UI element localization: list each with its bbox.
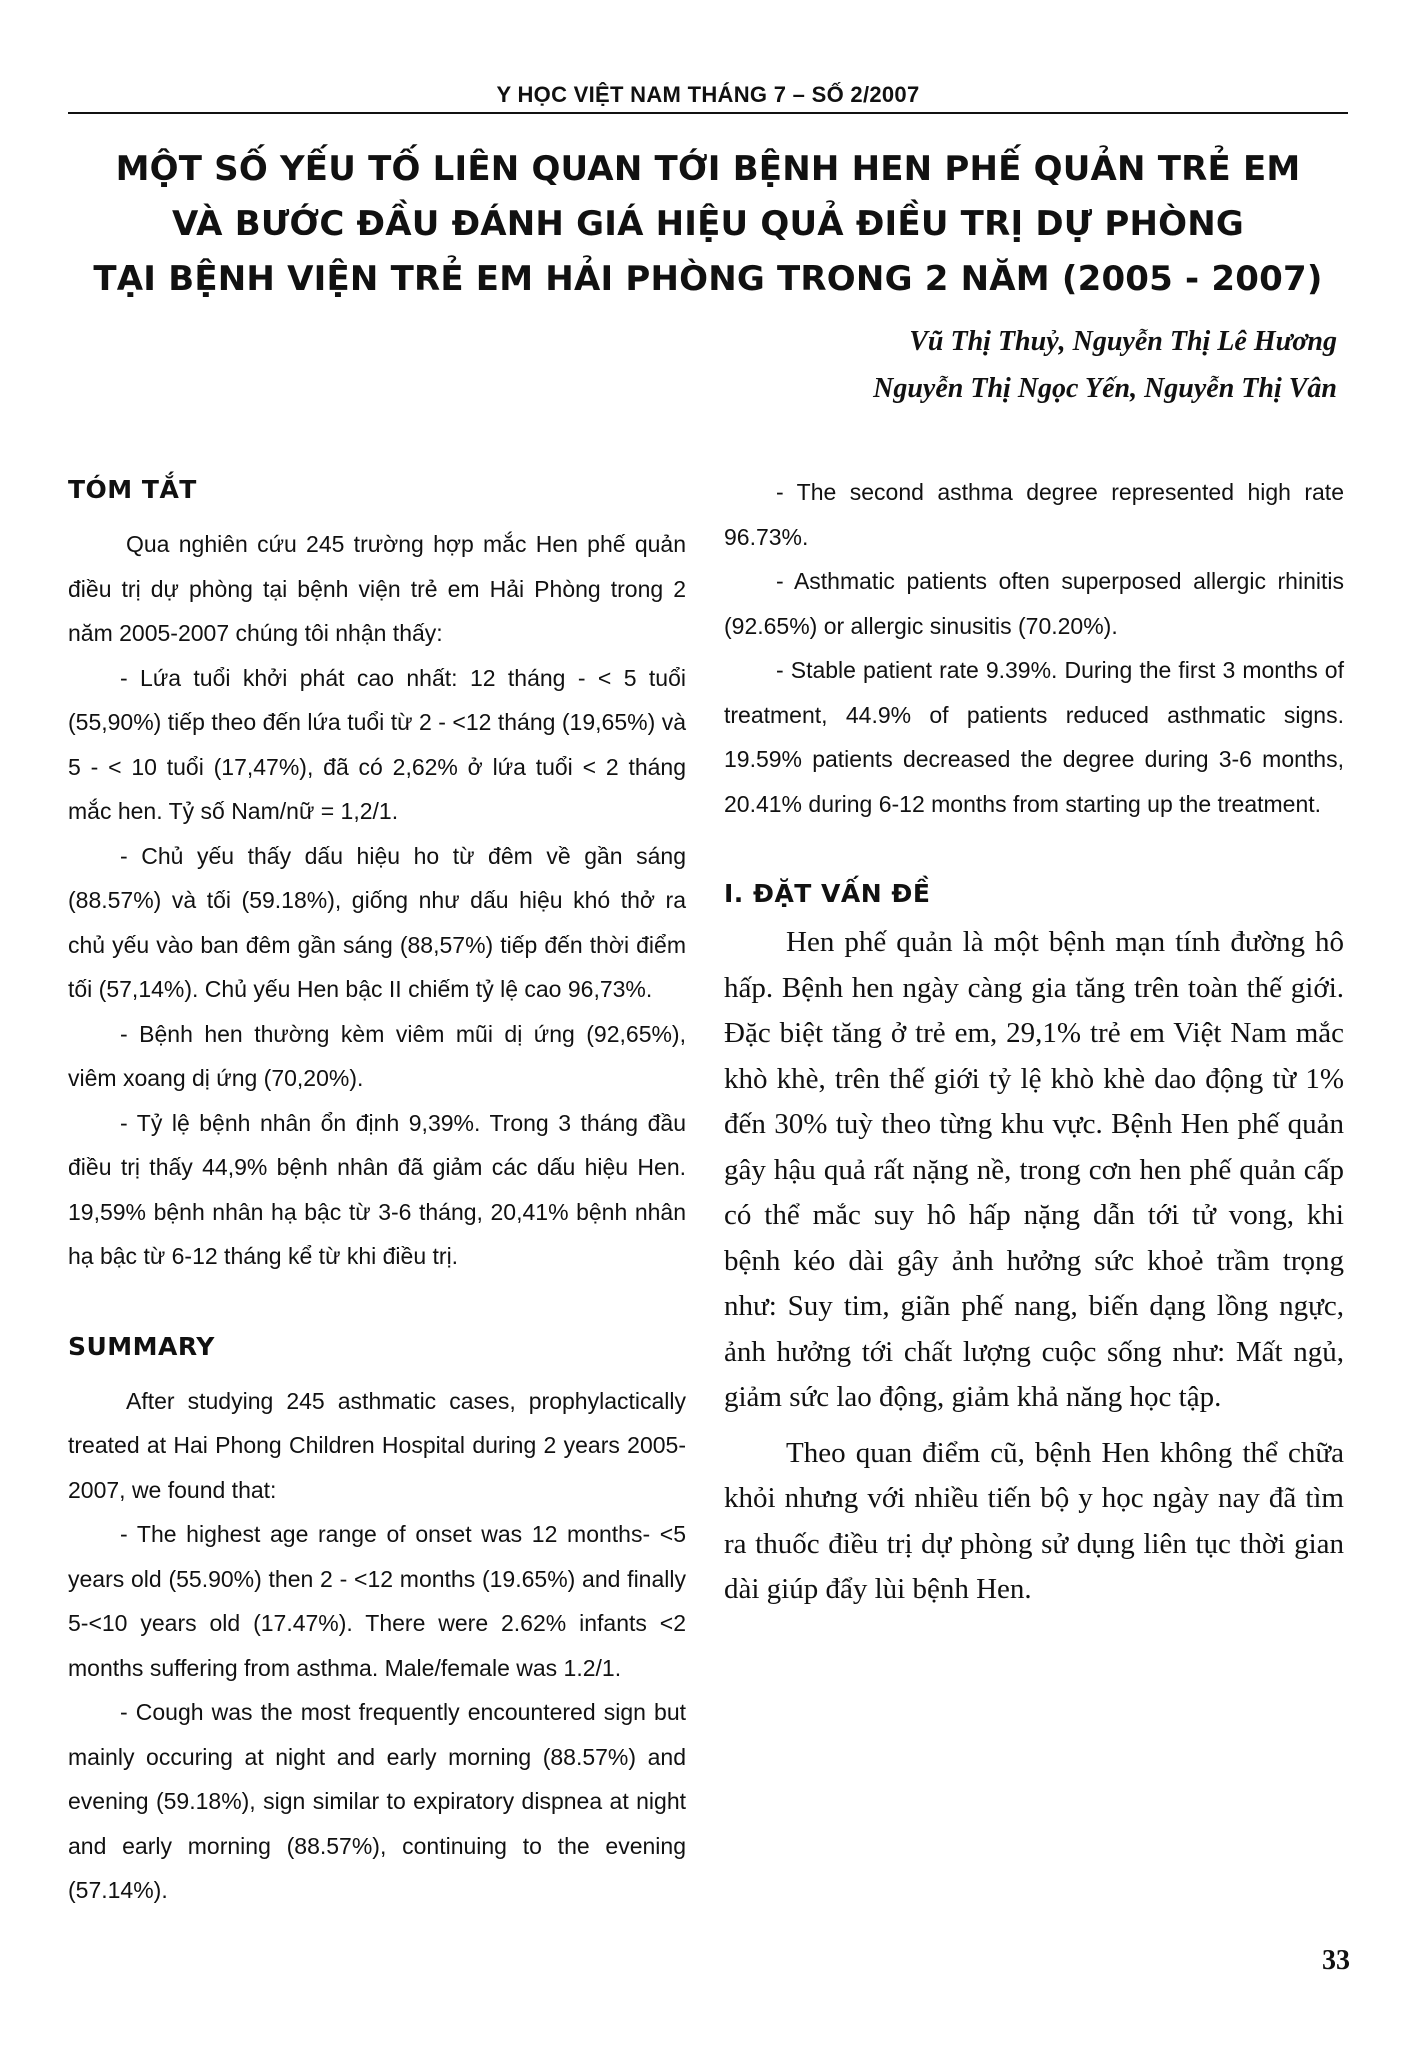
author-list: [637, 318, 1337, 412]
header-rule: [68, 112, 1348, 114]
summary-intro: After studying 245 asthmatic cases, prophylactically treated at Hai Phong Children Hospital during 2 years 2005-2007, we found that:: [68, 1387, 686, 1503]
left-column: [68, 470, 686, 1913]
title-line: VÀ BƯỚC ĐẦU ĐÁNH GIÁ HIỆU QUẢ ĐIỀU TRỊ DỰ PHÒNG: [171, 204, 1245, 244]
body-paragraph: Hen phế quản là một bệnh mạn tính đường hô hấp. Bệnh hen ngày càng gia tăng trên toàn thế giới. Đặc biệt tăng ở trẻ em, 29,1% trẻ em Việt Nam mắc khò khè, trên thế giới tỷ lệ khò khè dao động từ 1% đến 30% tuỳ theo từng khu vực. Bệnh Hen phế quản gây hậu quả rất nặng nề, trong cơn hen phế quản cấp có thể mắc suy hô hấp nặng dẫn tới tử vong, khi bệnh kéo dài gây ảnh hưởng sức khoẻ trầm trọng như: Suy tim, giãn phế nang, biến dạng lồng ngực, ảnh hưởng tới chất lượng cuộc sống như: Mất ngủ, giảm sức lao động, giảm khả năng học tập.: [724, 926, 1344, 1413]
section-heading: I. ĐẶT VẤN ĐỀ: [724, 879, 931, 908]
page-number: 33: [1322, 1945, 1350, 1976]
body-paragraph: Theo quan điểm cũ, bệnh Hen không thể chữa khỏi nhưng với nhiều tiến bộ y học ngày nay đã tìm ra thuốc điều trị dự phòng sử dụng liên tục thời gian dài giúp đẩy lùi bệnh Hen.: [724, 1436, 1344, 1605]
summary-point: - The highest age range of onset was 12 months- <5 years old (55.90%) then 2 - <12 months (19.65%) and finally 5-<10 years old (17.47%). There were 2.62% infants <2 months suffering from asthma. Male/female was 1.2/1.: [68, 1521, 686, 1681]
running-header: Y HỌC VIỆT NAM THÁNG 7 – SỐ 2/2007: [496, 82, 920, 107]
tomtat-point: - Bệnh hen thường kèm viêm mũi dị ứng (92,65%), viêm xoang dị ứng (70,20%).: [68, 1020, 686, 1091]
summary-point-cough: - Cough was the most frequently encountered sign but mainly occuring at night and early morning (88.57%) and evening (59.18%), sign similar to expiratory dispnea at night and early morning (88.57%), continuing to the evening (57.14%).: [68, 1699, 686, 1903]
author-line: Nguyễn Thị Ngọc Yến, Nguyễn Thị Vân: [873, 373, 1337, 404]
summary-point: - Asthmatic patients often superposed allergic rhinitis (92.65%) or allergic sinusitis (70.20%).: [724, 568, 1344, 639]
tomtat-point: - Tỷ lệ bệnh nhân ổn định 9,39%. Trong 3 tháng đầu điều trị thấy 44,9% bệnh nhân đã giảm các dấu hiệu Hen. 19,59% bệnh nhân hạ bậc từ 3-6 tháng, 20,41% bệnh nhân hạ bậc từ 6-12 tháng kể từ khi điều trị.: [68, 1109, 686, 1269]
author-line: Vũ Thị Thuỷ, Nguyễn Thị Lê Hương: [909, 326, 1337, 357]
tomtat-heading: TÓM TẮT: [68, 475, 197, 504]
article-title: [68, 142, 1348, 307]
tomtat-intro: Qua nghiên cứu 245 trường hợp mắc Hen phế quản điều trị dự phòng tại bệnh viện trẻ em Hải Phòng trong 2 năm 2005-2007 chúng tôi nhận thấy:: [68, 531, 686, 646]
right-column: [724, 470, 1344, 1613]
tomtat-point: - Chủ yếu thấy dấu hiệu ho từ đêm về gần sáng (88.57%) và tối (59.18%), giống như dấu hiệu khó thở ra chủ yếu vào ban đêm gần sáng (88,57%) tiếp đến thời điểm tối (57,14%). Chủ yếu Hen bậc II chiếm tỷ lệ cao 96,73%.: [68, 842, 686, 1002]
title-line: MỘT SỐ YẾU TỐ LIÊN QUAN TỚI BỆNH HEN PHẾ QUẢN TRẺ EM: [115, 149, 1301, 189]
tomtat-point: - Lứa tuổi khởi phát cao nhất: 12 tháng - < 5 tuổi (55,90%) tiếp theo đến lứa tuổi từ 2 - <12 tháng (19,65%) và 5 - < 10 tuổi (17,47%), đã có 2,62% ở lứa tuổi < 2 tháng mắc hen. Tỷ số Nam/nữ = 1,2/1.: [68, 664, 686, 824]
summary-point: - The second asthma degree represented high rate 96.73%.: [724, 479, 1344, 550]
summary-point: - Stable patient rate 9.39%. During the first 3 months of treatment, 44.9% of patients reduced asthmatic signs. 19.59% patients decreased the degree during 3-6 months, 20.41% during 6-12 months from starting up the treatment.: [724, 657, 1344, 817]
summary-heading: SUMMARY: [68, 1331, 215, 1361]
title-line: TẠI BỆNH VIỆN TRẺ EM HẢI PHÒNG TRONG 2 NĂM (2005 - 2007): [93, 259, 1323, 299]
